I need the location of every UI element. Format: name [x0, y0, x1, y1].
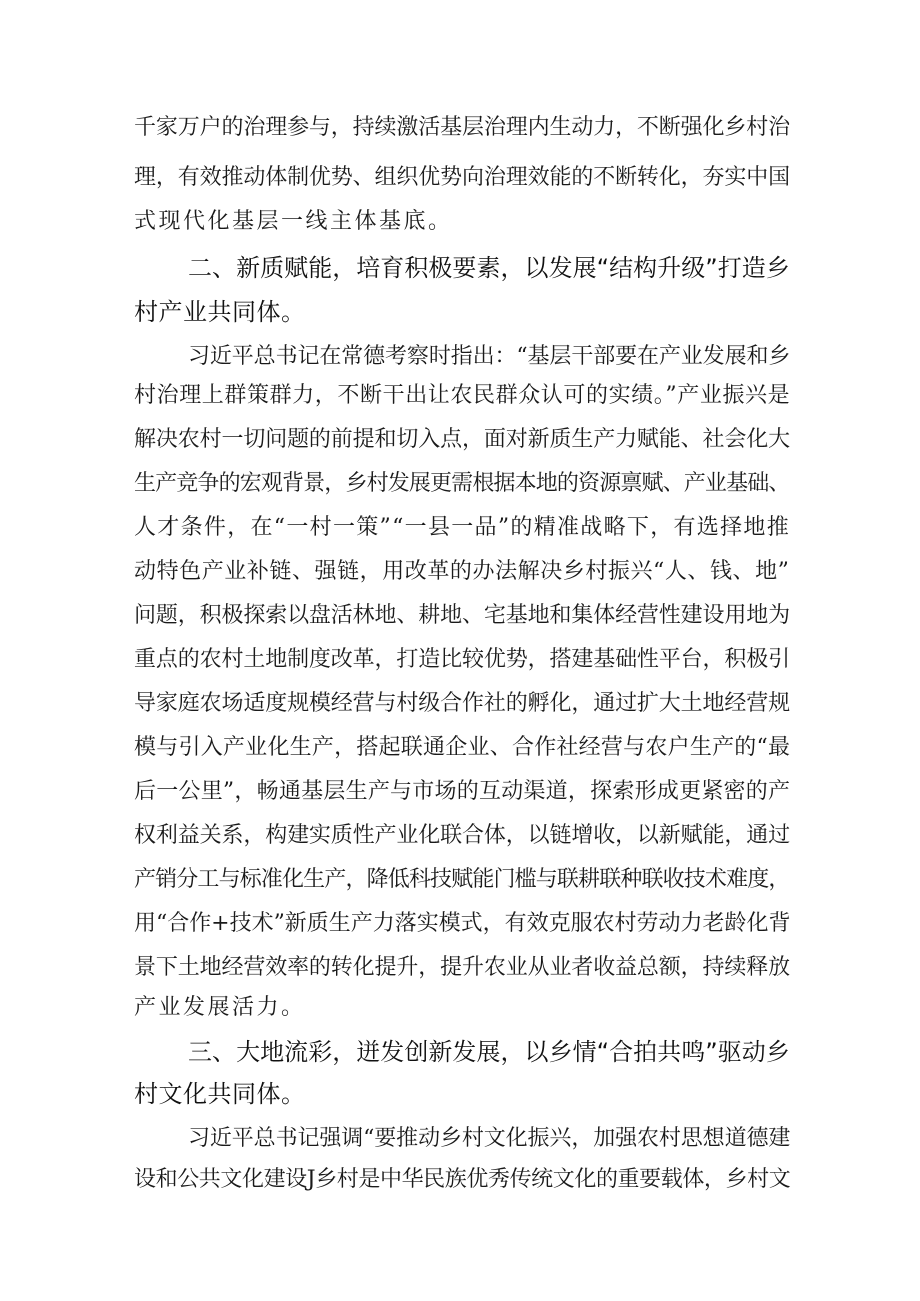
body-line: 产业发展活力。: [134, 995, 306, 1020]
body-line: 景下土地经营效率的转化提升，提升农业从业者收益总额，持续释放: [134, 955, 791, 980]
section-heading-3-cont: 村文化共同体。: [134, 1080, 306, 1108]
body-line: 生产竞争的宏观背景，乡村发展更需根据本地的资源禀赋、产业基础、: [134, 471, 790, 496]
body-line: 理，有效推动体制优势、组织优势向治理效能的不断转化，夯实中国: [134, 165, 791, 190]
body-line: 权利益关系，构建实质性产业化联合体，以链增收，以新赋能，通过: [134, 823, 791, 848]
body-line: 用“合作+技术”新质生产力落实模式，有效克服农村劳动力老龄化背: [134, 911, 791, 936]
body-line: 重点的农村土地制度改革，打造比较优势，搭建基础性平台，积极引: [134, 647, 791, 672]
body-line: 解决农村一切问题的前提和切入点，面对新质生产力赋能、社会化大: [134, 427, 791, 452]
body-line: 动特色产业补链、强链，用改革的办法解决乡村振兴“人、钱、地”: [134, 559, 790, 584]
body-line: 导家庭农场适度规模经营与村级合作社的孵化，通过扩大土地经营规: [134, 691, 791, 716]
body-line: 千家万户的治理参与，持续激活基层治理内生动力，不断强化乡村治: [134, 115, 791, 140]
body-line: 式现代化基层一线主体基底。: [134, 209, 453, 234]
section-heading-2: 二、新质赋能，培育积极要素，以发展“结构升级”打造乡: [188, 254, 790, 282]
body-line: 村治理上群策群力，不断干出让农民群众认可的实绩。”产业振兴是: [134, 383, 791, 408]
body-line: 习近平总书记在常德考察时指出：“基层干部要在产业发展和乡: [188, 344, 791, 369]
body-line: 后一公里”，畅通基层生产与市场的互动渠道，探索形成更紧密的产: [134, 779, 791, 804]
body-line: 设和公共文化建设J乡村是中华民族优秀传统文化的重要载体，乡村文: [134, 1167, 791, 1192]
body-line: 产销分工与标准化生产，降低科技赋能门槛与联耕联种联收技术难度，: [134, 867, 790, 892]
body-line: 模与引入产业化生产，搭起联通企业、合作社经营与农户生产的“最: [134, 735, 791, 760]
section-heading-3: 三、大地流彩，迸发创新发展，以乡情“合拍共鸣”驱动乡: [188, 1038, 790, 1066]
body-line: 问题，积极探索以盘活林地、耕地、宅基地和集体经营性建设用地为: [134, 603, 791, 628]
section-heading-2-cont: 村产业共同体。: [134, 298, 306, 326]
body-line: 习近平总书记强调“要推动乡村文化振兴，加强农村思想道德建: [188, 1126, 791, 1151]
body-line: 人才条件，在“一村一策”“一县一品”的精准战略下，有选择地推: [134, 515, 790, 540]
